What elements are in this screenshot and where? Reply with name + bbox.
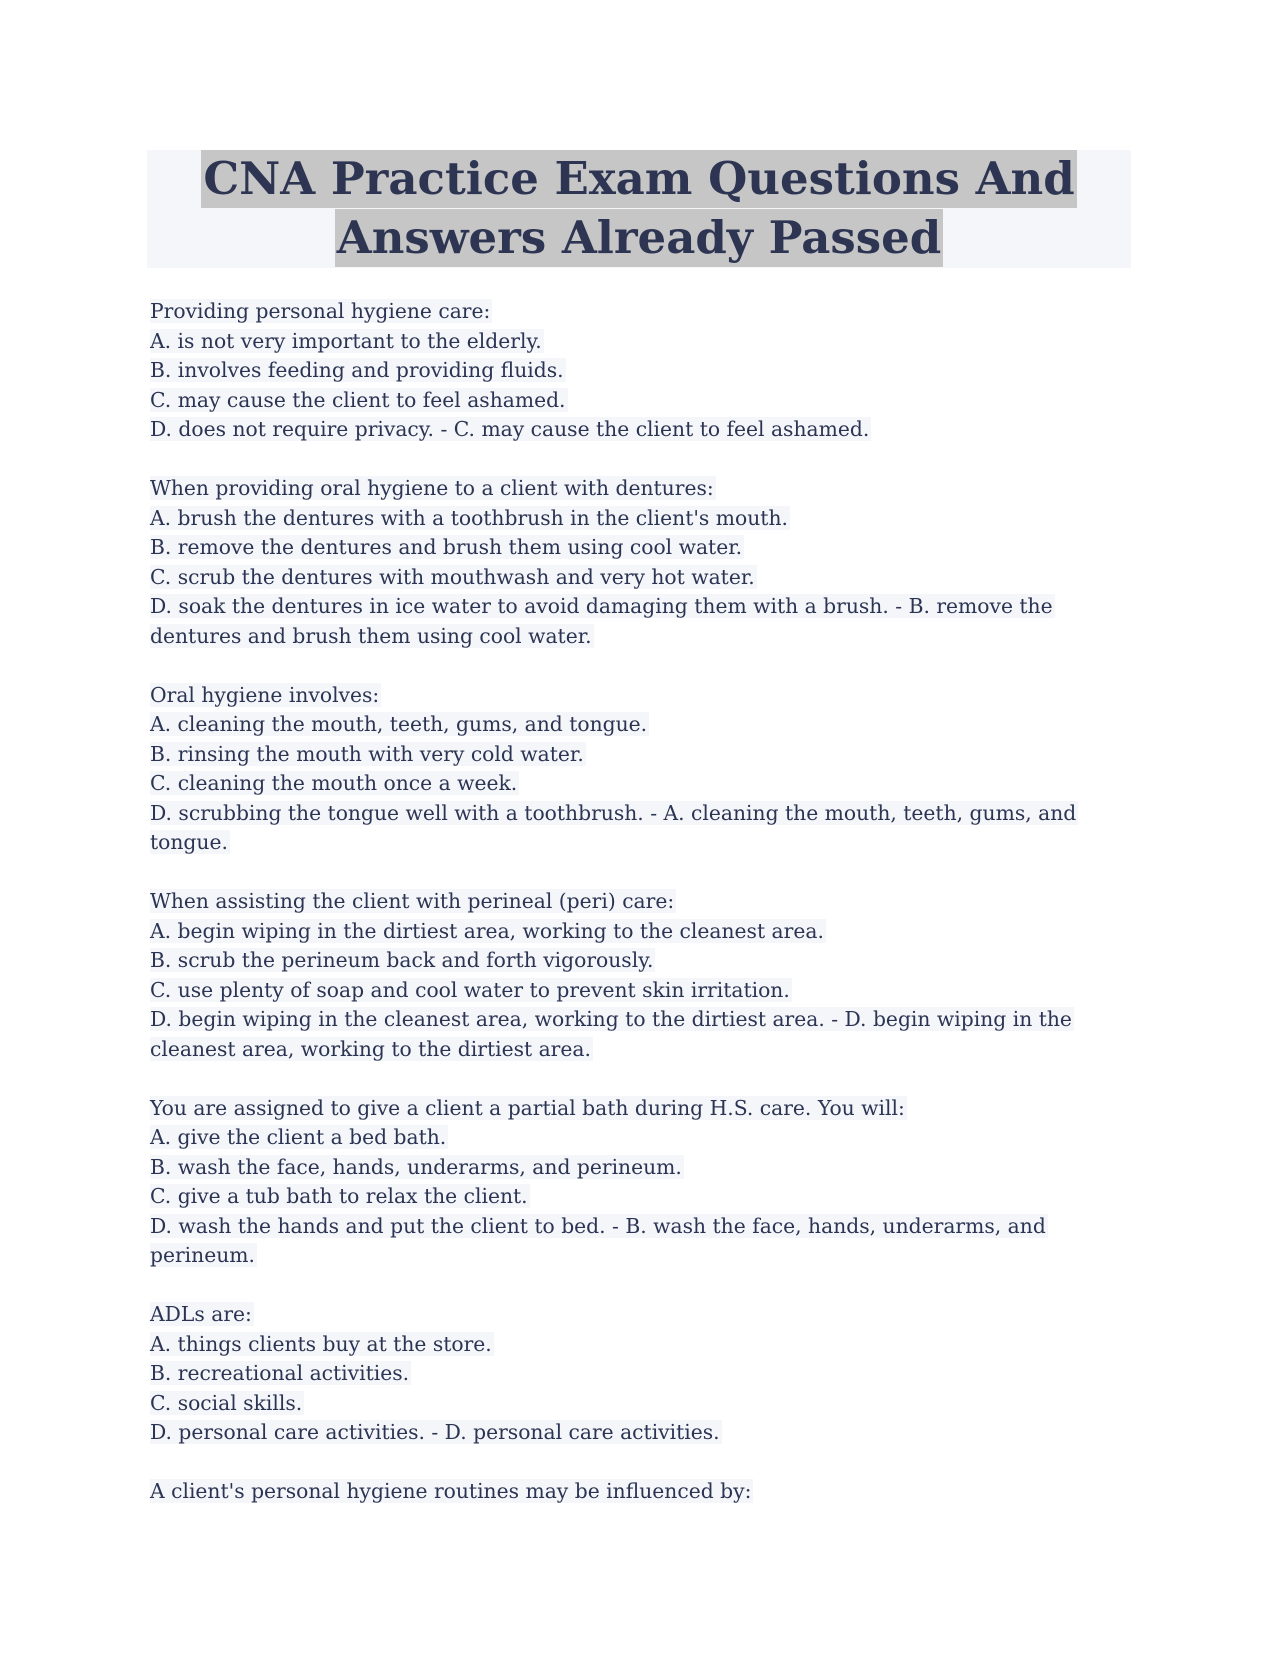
question-block <box>150 1094 1110 1271</box>
answer-option: A. is not very important to the elderly. <box>150 328 542 353</box>
question-text: A client's personal hygiene routines may be influenced by: <box>150 1479 752 1503</box>
answer-option: B. scrub the perineum back and forth vigorously. <box>150 948 654 972</box>
title-line-1: CNA Practice Exam Questions And <box>201 150 1076 208</box>
answer-option: A. things clients buy at the store. <box>150 1331 492 1356</box>
question-block <box>150 297 1110 445</box>
answer-key-continuation: perineum. <box>150 1243 255 1267</box>
answer-option-with-key: D. scrubbing the tongue well with a toothbrush. - A. cleaning the mouth, teeth, gums, and <box>150 800 1077 825</box>
document-title <box>147 150 1131 268</box>
answer-option: B. remove the dentures and brush them using cool water. <box>150 535 743 559</box>
answer-option: C. may cause the client to feel ashamed. <box>150 387 566 412</box>
answer-option: A. cleaning the mouth, teeth, gums, and tongue. <box>150 712 648 736</box>
title-line-2: Answers Already Passed <box>335 209 943 267</box>
answer-key-continuation: tongue. <box>150 830 228 854</box>
question-block <box>150 681 1110 858</box>
answer-key-continuation: dentures and brush them using cool water. <box>150 623 592 648</box>
answer-option: C. give a tub bath to relax the client. <box>150 1184 528 1208</box>
question-text: ADLs are: <box>150 1302 252 1326</box>
answer-option: C. scrub the dentures with mouthwash and very hot water. <box>150 564 755 589</box>
answer-option-with-key: D. personal care activities. - D. personal care activities. <box>150 1420 720 1444</box>
question-text: Providing personal hygiene care: <box>150 299 491 323</box>
question-text: Oral hygiene involves: <box>150 682 380 707</box>
answer-option-with-key: D. does not require privacy. - C. may cause the client to feel ashamed. <box>150 417 870 441</box>
answer-option: B. involves feeding and providing fluids. <box>150 358 564 382</box>
answer-option: B. wash the face, hands, underarms, and perineum. <box>150 1154 682 1179</box>
answer-option: C. social skills. <box>150 1390 303 1415</box>
question-text: When providing oral hygiene to a client with dentures: <box>150 476 714 500</box>
answer-key-continuation: cleanest area, working to the dirtiest area. <box>150 1036 591 1061</box>
answer-option: B. rinsing the mouth with very cold water. <box>150 741 584 766</box>
document-body <box>150 297 1110 1536</box>
question-block <box>150 474 1110 651</box>
answer-option-with-key: D. soak the dentures in ice water to avoid damaging them with a brush. - B. remove the <box>150 594 1053 618</box>
question-block <box>150 1300 1110 1448</box>
question-block <box>150 1477 1110 1507</box>
answer-option: A. begin wiping in the dirtiest area, working to the cleanest area. <box>150 918 824 943</box>
question-text: You are assigned to give a client a partial bath during H.S. care. You will: <box>150 1095 905 1120</box>
answer-option: C. use plenty of soap and cool water to prevent skin irritation. <box>150 977 790 1002</box>
answer-option-with-key: D. begin wiping in the cleanest area, working to the dirtiest area. - D. begin wiping in the <box>150 1007 1072 1031</box>
question-text: When assisting the client with perineal (peri) care: <box>150 889 675 913</box>
answer-option: C. cleaning the mouth once a week. <box>150 771 518 795</box>
answer-option-with-key: D. wash the hands and put the client to bed. - B. wash the face, hands, underarms, and <box>150 1213 1046 1238</box>
question-block <box>150 887 1110 1064</box>
answer-option: B. recreational activities. <box>150 1361 410 1385</box>
answer-option: A. give the client a bed bath. <box>150 1125 447 1149</box>
answer-option: A. brush the dentures with a toothbrush in the client's mouth. <box>150 505 788 530</box>
